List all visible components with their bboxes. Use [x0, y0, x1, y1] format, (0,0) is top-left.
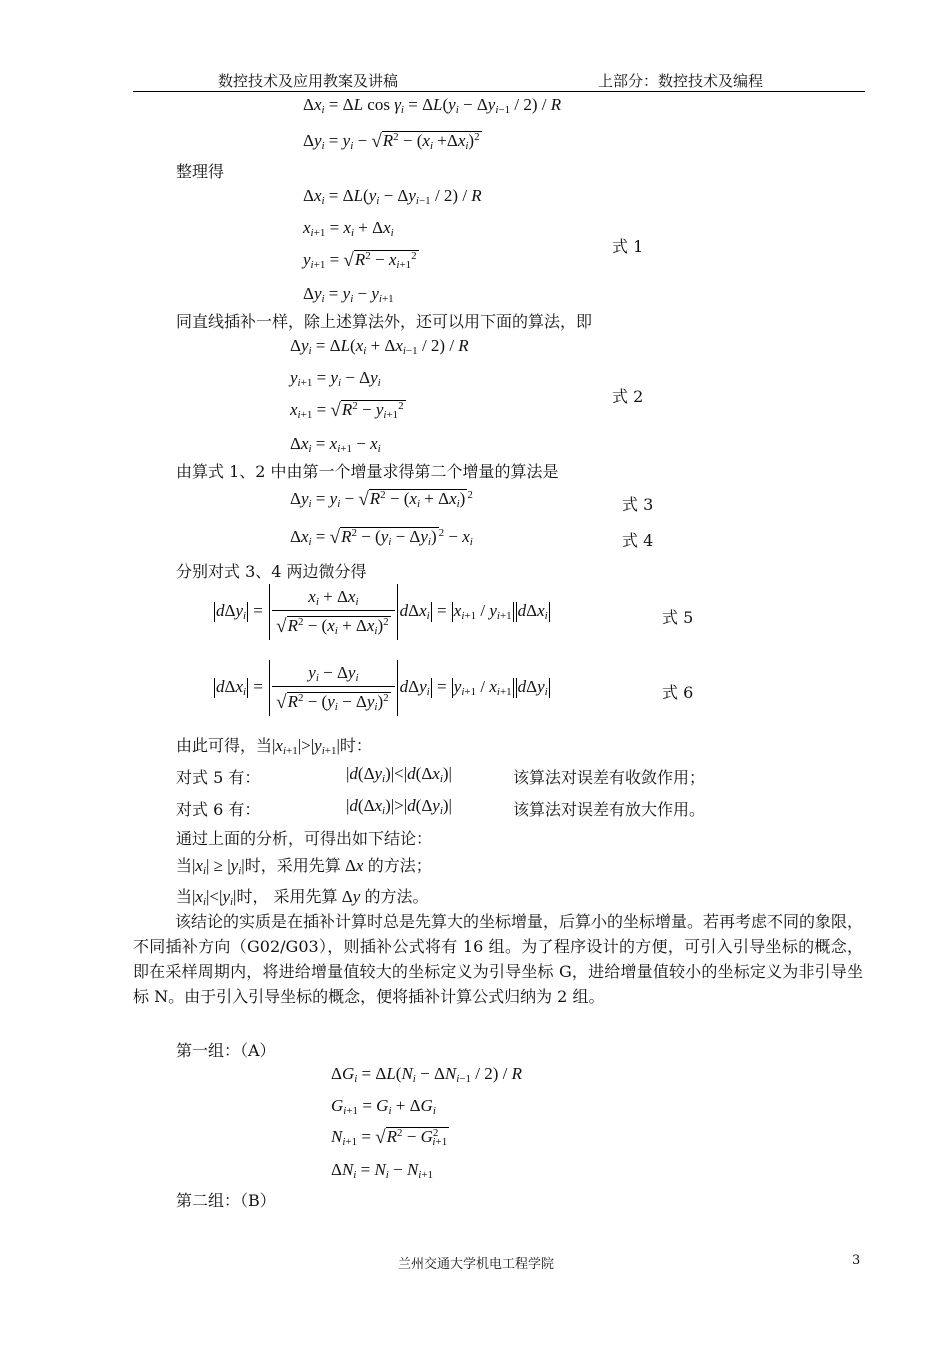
text-line: 该算法对误差有放大作用。	[513, 800, 706, 819]
text-line: 对式 6 有：	[176, 800, 261, 819]
text-line: 由算式 1、2 中由第一个增量求得第二个增量的算法是	[176, 462, 559, 481]
equation-label: 式 5	[662, 608, 694, 627]
equation: $x_{i+1} = √R^2 - y_{i+1}^2$	[290, 400, 404, 421]
equation-label: 式 3	[622, 495, 654, 514]
equation: $\Delta x_i = \Delta L(y_i - \Delta y_{i-1} / 2) / R$	[303, 186, 482, 207]
text-line: 由此可得，当$|x_{i+1}|>|y_{i+1}|$时：	[176, 736, 372, 757]
equation-label: 式 4	[622, 531, 654, 550]
text-line: 整理得	[176, 162, 225, 181]
equation: $\Delta y_i = \Delta L(x_i + \Delta x_{i-1} / 2) / R$	[290, 336, 469, 357]
text-line: 该算法对误差有收敛作用；	[513, 768, 706, 787]
header-right: 上部分：数控技术及编程	[598, 72, 764, 90]
equation: $\Delta x_i = \Delta L$ $\cos \gamma_i = \Delta L(y_i - \Delta y_{i-1} / 2) / R$	[303, 95, 562, 116]
equation: $\Delta y_i = y_i - √R^2 - (x_i +\Delta x_i)^2$	[303, 131, 480, 152]
text-line: 通过上面的分析，可得出如下结论：	[176, 829, 433, 848]
equation: $\Delta G_i = \Delta L(N_i - \Delta N_{i-1} / 2) / R$	[331, 1064, 523, 1085]
equation: $\Delta x_i = x_{i+1} - x_i$	[290, 434, 381, 455]
text-line: 同直线插补一样，除上述算法外，还可以用下面的算法，即	[176, 312, 593, 331]
text-line: 当$|x_i|<|y_i|$时， 采用先算 Δy 的方法。	[176, 887, 429, 908]
equation: $|d(\Delta y_i)|<|d(\Delta x_i)|$	[346, 764, 452, 785]
equation: $y_{i+1} = y_i - \Delta y_i$	[290, 368, 381, 389]
equation: $y_{i+1} = √R^2 - x_{i+1}^2$	[303, 250, 417, 271]
equation-label: 式 2	[612, 387, 644, 406]
header-rule	[133, 91, 865, 92]
equation: $N_{i+1} = √R^2 - G^2_{i+1}$	[331, 1127, 448, 1148]
equation: dΔy$_i$ = $\frac{x_i + \Delta x_i}{√R^2 - (x_i + \Delta x_i)^2}$ $d\Delta x_i = x_{i+1} / y_{i+1}$ dΔx$_i$	[213, 584, 551, 640]
equation: $\Delta x_i = √R^2 - (y_i - \Delta y_i) ^2 - x_i$	[290, 527, 473, 548]
equation: $\Delta N_i = N_i - N_{i+1}$	[331, 1160, 434, 1181]
text-line: 分别对式 3、4 两边微分得	[176, 562, 367, 581]
equation: dΔx$_i$ = $\frac{y_i - \Delta y_i}{√R^2 - (y_i - \Delta y_i)^2}$ $d\Delta y_i = y_{i+1} / x_{i+1}$ dΔy$_i$	[213, 660, 551, 716]
page-number: 3	[852, 1253, 861, 1268]
equation: $G_{i+1} = G_i + \Delta G_i$	[331, 1096, 436, 1117]
text-line: 对式 5 有：	[176, 768, 261, 787]
text-line: 第二组：（B）	[176, 1191, 276, 1210]
header-left: 数控技术及应用教案及讲稿	[218, 72, 399, 90]
footer-institution: 兰州交通大学机电工程学院	[398, 1257, 555, 1272]
equation: $x_{i+1} = x_i + \Delta x_i$	[303, 218, 394, 239]
paragraph: 该结论的实质是在插补计算时总是先算大的坐标增量，后算小的坐标增量。若再考虑不同的象限，不同插补方向（G02/G03），则插补公式将有 16 组。为了程序设计的方便，可引入引导坐标的概念，即在采样周期内，将进给增量值较大的坐标定义为引导坐标 G，进给增量值较小的坐标定义为非引导坐标 N。由于引入引导坐标的概念，便将插补计算公式归纳为 2 组。	[133, 912, 864, 1006]
equation: $\Delta y_i = y_i - √R^2 - (x_i + \Delta x_i)$ $^2$	[290, 489, 473, 510]
equation: $|d(\Delta x_i)|>|d(\Delta y_i)|$	[346, 796, 452, 817]
text-line: 第一组：（A）	[176, 1041, 276, 1060]
equation: $\Delta y_i = y_i - y_{i+1}$	[303, 284, 394, 305]
text-line: 当$|x_i| \ge |y_i|$时，采用先算 Δx 的方法；	[176, 856, 432, 877]
equation-label: 式 6	[662, 683, 694, 702]
equation-label: 式 1	[612, 237, 644, 256]
